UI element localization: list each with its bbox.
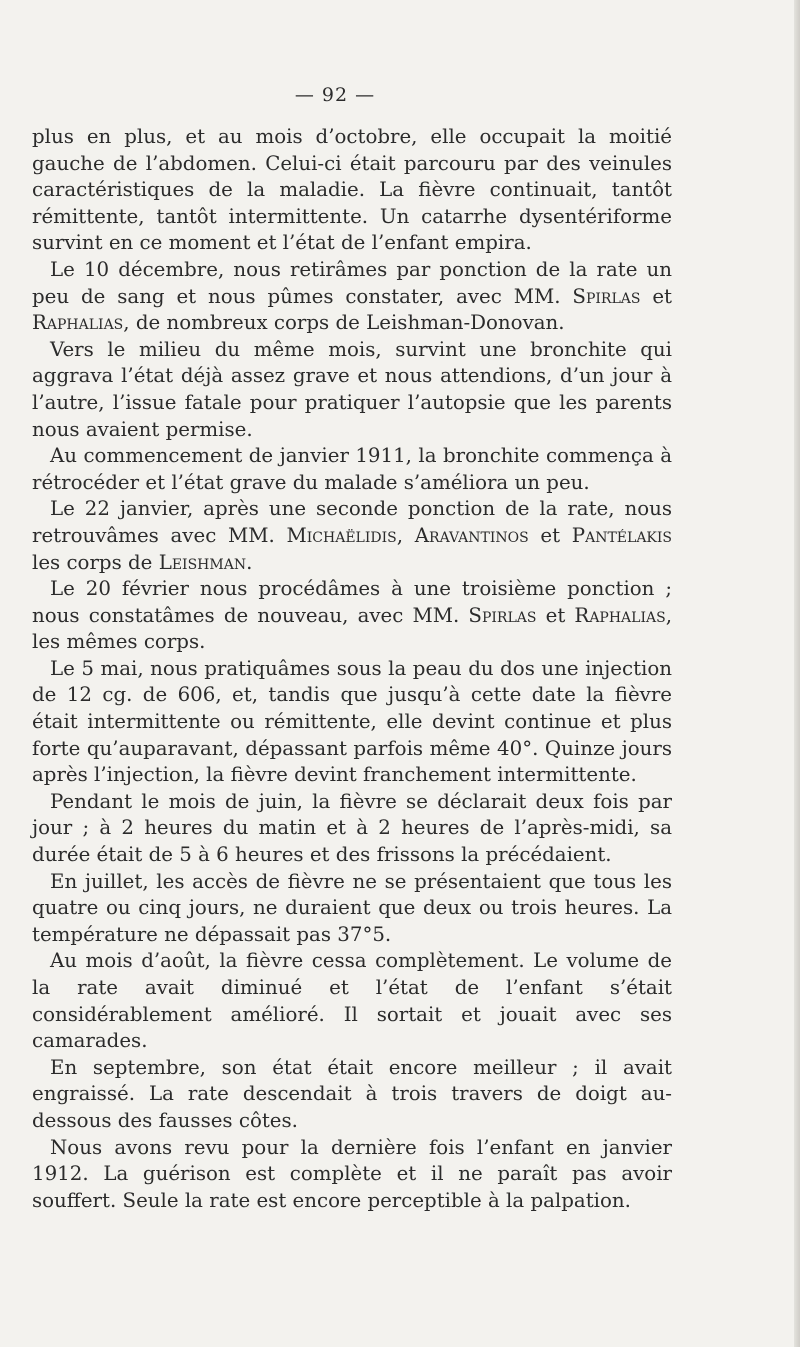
person-name: Spirlas bbox=[468, 603, 537, 627]
text-run: . bbox=[246, 550, 253, 574]
paragraph bbox=[32, 124, 672, 257]
text-run: Le 22 janvier, après une seconde ponction de la rate, nous retrouvâmes avec MM. bbox=[32, 497, 672, 547]
text-run: Le 20 février nous procédâmes à une troisième ponction ; nous constatâmes de nouveau, avec MM. bbox=[32, 577, 672, 627]
text-run: , les mêmes corps. bbox=[32, 603, 672, 654]
person-name: Raphalias bbox=[32, 311, 124, 335]
page-edge bbox=[794, 0, 800, 1347]
text-run: Le 10 décembre, nous retirâmes par ponction de la rate un peu de sang et nous pûmes constater, avec MM. bbox=[32, 257, 672, 308]
paragraph bbox=[32, 576, 672, 656]
paragraph bbox=[32, 869, 672, 949]
text-run: et bbox=[536, 603, 575, 627]
person-name: Aravantinos bbox=[414, 523, 529, 547]
text-run: , de nombreux corps de Leishman-Donovan. bbox=[123, 311, 565, 335]
person-name: Raphalias bbox=[574, 603, 666, 627]
text-run: Le 5 mai, nous pratiquâmes sous la peau du dos une injection de 12 cg. de 606, et, tandis que jusqu’à cette date la fièvre était intermittente ou rémittente, elle devint continue et plus forte qu’auparavant, dépassant parfois même 40°. Quinze jours après l’injection, la fièvre devint franchement intermittente. bbox=[32, 656, 672, 787]
paragraph bbox=[32, 1135, 672, 1215]
paragraph bbox=[32, 656, 672, 789]
person-name: Pantélakis bbox=[571, 523, 673, 547]
text-run: et bbox=[528, 523, 572, 547]
text-run: Au commencement de janvier 1911, la bronchite commença à rétrocéder et l’état grave du malade s’améliora un peu. bbox=[32, 444, 672, 494]
page-number: — 92 — bbox=[294, 84, 376, 106]
paragraph bbox=[32, 257, 672, 337]
text-run: , bbox=[396, 523, 415, 547]
text-run: Nous avons revu pour la dernière fois l’enfant en janvier 1912. La guérison est complète et il ne paraît pas avoir souffert. Seule la rate est encore perceptible à la palpation. bbox=[32, 1135, 672, 1212]
paragraph bbox=[32, 1055, 672, 1135]
paragraph bbox=[32, 443, 672, 496]
text-run: En septembre, son état était encore meilleur ; il avait engraissé. La rate descendait à trois travers de doigt au-dessous des fausses côtes. bbox=[32, 1055, 672, 1132]
person-name: Michaëlidis bbox=[286, 523, 397, 547]
paragraph bbox=[32, 948, 672, 1054]
text-run: Pendant le mois de juin, la fièvre se déclarait deux fois par jour ; à 2 heures du matin et à 2 heures de l’après-midi, sa durée était de 5 à 6 heures et des frissons la précédaient. bbox=[32, 789, 672, 867]
person-name: Leishman bbox=[158, 550, 247, 574]
body-text bbox=[32, 124, 672, 1214]
text-run: les corps de bbox=[32, 550, 159, 574]
paragraph bbox=[32, 496, 672, 576]
person-name: Spirlas bbox=[572, 284, 641, 308]
text-run: Vers le milieu du même mois, survint une bronchite qui aggrava l’état déjà assez grave et nous attendions, d’un jour à l’autre, l’issue fatale pour pratiquer l’autopsie que les parents nous avaient permise. bbox=[32, 337, 672, 441]
text-run: et bbox=[640, 284, 672, 308]
paragraph bbox=[32, 789, 672, 869]
paragraph bbox=[32, 337, 672, 443]
text-run: En juillet, les accès de fièvre ne se présentaient que tous les quatre ou cinq jours, ne duraient que deux ou trois heures. La température ne dépassait pas 37°5. bbox=[32, 869, 672, 946]
text-run: plus en plus, et au mois d’octobre, elle occupait la moitié gauche de l’abdomen. Celui-ci était parcouru par des veinules caractéristiques de la maladie. La fièvre continuait, tantôt rémittente, tantôt intermittente. Un catarrhe dysentériforme survint en ce moment et l’état de l’enfant empira. bbox=[32, 125, 672, 255]
text-run: Au mois d’août, la fièvre cessa complètement. Le volume de la rate avait diminué et l’état de l’enfant s’était considérablement amélioré. Il sortait et jouait avec ses camarades. bbox=[32, 949, 672, 1053]
